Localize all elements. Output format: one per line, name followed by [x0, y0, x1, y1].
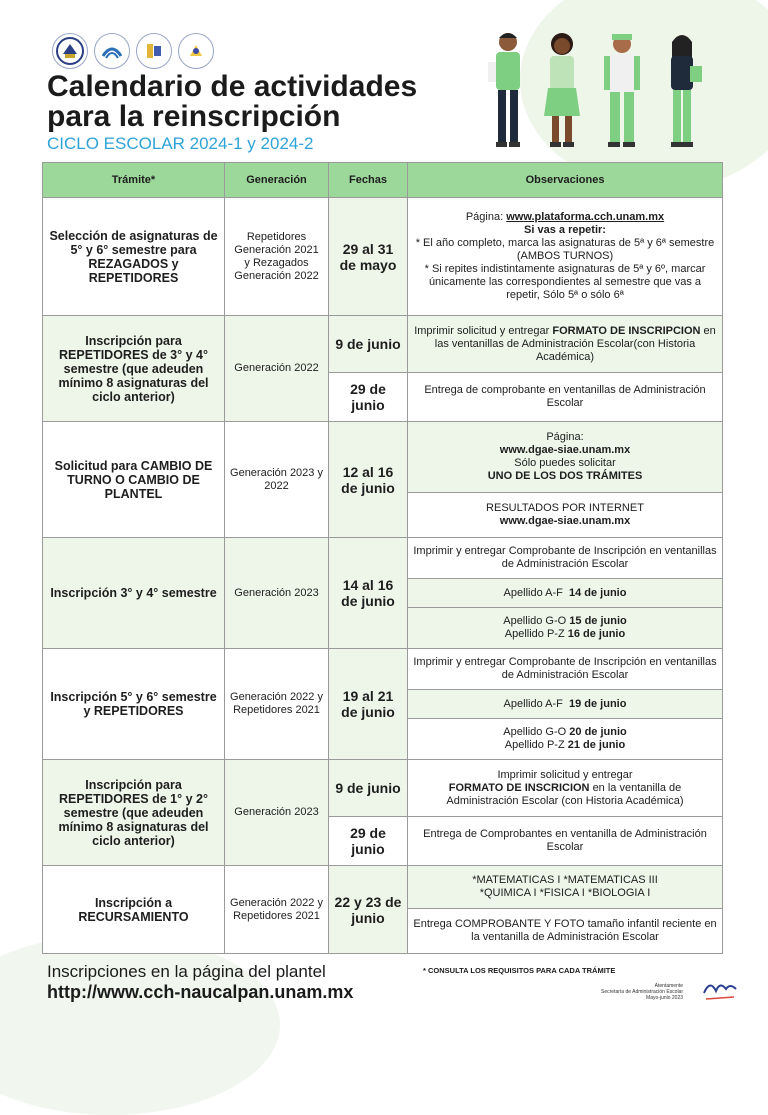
- table-row: [43, 649, 723, 690]
- tramite-cell: Inscripción a RECURSAMIENTO: [43, 866, 225, 954]
- fechas-cell: 22 y 23 de junio: [329, 866, 408, 954]
- obs-date: 16 de junio: [567, 628, 626, 640]
- generacion-cell: Generación 2022 y Repetidores 2021: [225, 649, 329, 760]
- obs-label: Página:: [465, 211, 504, 223]
- obs-bold: FORMATO DE INSCRIPCION: [552, 324, 701, 337]
- table-row: [43, 760, 723, 817]
- obs-date: 19 de junio: [568, 697, 627, 710]
- institution-logos: [52, 33, 214, 69]
- observaciones-cell: Entrega de Comprobantes en ventanilla de Administración Escolar: [408, 817, 723, 866]
- footer-text: Inscripciones en la página del plantel: [47, 962, 326, 981]
- header-observaciones: Observaciones: [408, 163, 723, 198]
- observaciones-cell: [408, 579, 723, 608]
- observaciones-cell: [408, 422, 723, 493]
- obs-text: Sólo puedes solicitar: [514, 457, 616, 469]
- generacion-cell: [225, 198, 329, 316]
- generacion-cell: Generación 2023: [225, 760, 329, 866]
- observaciones-cell: [408, 608, 723, 649]
- requirements-note: * CONSULTA LOS REQUISITOS PARA CADA TRÁMITE: [423, 966, 616, 975]
- cch-footer-logo-icon: [700, 975, 740, 1005]
- students-illustration: [470, 28, 720, 158]
- obs-text: en las ventanillas de Administración Escolar(con Historia Académica): [434, 324, 716, 363]
- table-row: [43, 198, 723, 316]
- generacion-text: Repetidores Generación 2021: [234, 230, 319, 256]
- obs-date: 15 de junio: [569, 615, 627, 627]
- obs-bold: UNO DE LOS DOS TRÁMITES: [487, 470, 643, 482]
- title-line-1: Calendario de actividades: [47, 70, 418, 103]
- tramite-cell: Inscripción 5° y 6° semestre y REPETIDORES: [43, 649, 225, 760]
- obs-bold: FORMATO DE INSCRICION: [448, 781, 590, 794]
- obs-text: Apellido G-O: [503, 615, 567, 627]
- fechas-cell: 9 de junio: [329, 316, 408, 373]
- tramite-cell: Inscripción 3° y 4° semestre: [43, 538, 225, 649]
- dgae-link[interactable]: www.dgae-siae.unam.mx: [499, 444, 631, 456]
- observaciones-cell: [408, 719, 723, 760]
- obs-text: * Si repites indistintamente asignaturas de 5ª y 6º, marcar únicamente las correspondientes al semestre que vas a repetir, Sólo 5ª o sólo 6ª: [424, 263, 706, 301]
- generacion-cell: Generación 2022 y Repetidores 2021: [225, 866, 329, 954]
- naucalpan-logo-icon: [136, 33, 172, 69]
- obs-text: Imprimir solicitud y entregar: [414, 324, 550, 337]
- signature-block: [583, 983, 683, 1001]
- signature-line: Secretaría de Administración Escolar: [601, 989, 683, 995]
- tramite-cell: Solicitud para CAMBIO DE TURNO O CAMBIO DE PLANTEL: [43, 422, 225, 538]
- observaciones-cell: [408, 493, 723, 538]
- observaciones-cell: [408, 760, 723, 817]
- header-tramite: Trámite*: [43, 163, 225, 198]
- page-title: [47, 72, 417, 132]
- obs-text: *QUIMICA I *FISICA I *BIOLOGIA I: [479, 887, 651, 899]
- table-row: [43, 538, 723, 579]
- fechas-cell: 12 al 16 de junio: [329, 422, 408, 538]
- table-row: [43, 316, 723, 373]
- observaciones-cell: [408, 316, 723, 373]
- obs-date: 14 de junio: [568, 586, 627, 599]
- obs-text: RESULTADOS POR INTERNET: [486, 502, 644, 514]
- student-4-figure: [671, 35, 702, 147]
- obs-text: Apellido P-Z: [504, 628, 565, 640]
- fechas-cell: 29 de junio: [329, 373, 408, 422]
- obs-text: Apellido G-O: [503, 726, 567, 738]
- obs-text: Imprimir solicitud y entregar: [497, 768, 633, 781]
- observaciones-cell: Imprimir y entregar Comprobante de Inscripción en ventanillas de Administración Escolar: [408, 538, 723, 579]
- student-3-figure: [604, 34, 640, 147]
- generacion-cell: Generación 2023: [225, 538, 329, 649]
- signature-line: Atentamente: [654, 983, 683, 989]
- table-row: [43, 866, 723, 909]
- observaciones-cell: Imprimir y entregar Comprobante de Inscripción en ventanillas de Administración Escolar: [408, 649, 723, 690]
- fechas-cell: 14 al 16 de junio: [329, 538, 408, 649]
- cch-logo-icon: [94, 33, 130, 69]
- observaciones-cell: [408, 198, 723, 316]
- fechas-cell: 19 al 21 de junio: [329, 649, 408, 760]
- obs-date: 21 de junio: [567, 739, 626, 751]
- obs-date: 20 de junio: [569, 726, 627, 738]
- observaciones-cell: Entrega COMPROBANTE Y FOTO tamaño infantil reciente en la ventanilla de Administración Escolar: [408, 909, 723, 954]
- tramite-cell: Selección de asignaturas de 5° y 6° semestre para REZAGADOS y REPETIDORES: [43, 198, 225, 316]
- generacion-cell: Generación 2022: [225, 316, 329, 422]
- obs-text: *MATEMATICAS I *MATEMATICAS III: [472, 874, 658, 886]
- fechas-cell: 9 de junio: [329, 760, 408, 817]
- observaciones-cell: Entrega de comprobante en ventanillas de Administración Escolar: [408, 373, 723, 422]
- plataforma-link[interactable]: www.plataforma.cch.unam.mx: [506, 211, 665, 223]
- signature-line: Mayo-junio 2023: [646, 995, 683, 1001]
- obs-text: Apellido P-Z: [504, 739, 565, 751]
- table-header-row: [43, 163, 723, 198]
- footer-url-link[interactable]: http://www.cch-naucalpan.unam.mx: [47, 982, 354, 1002]
- observaciones-cell: [408, 690, 723, 719]
- header-fechas: Fechas: [329, 163, 408, 198]
- activities-table: [42, 162, 723, 954]
- obs-label: Página:: [546, 431, 584, 443]
- obs-text: en la ventanilla de Administración Escolar (con Historia Académica): [446, 781, 684, 807]
- obs-text: Apellido A-F: [503, 586, 563, 599]
- admin-escolar-logo-icon: [178, 33, 214, 69]
- obs-text: Apellido A-F: [503, 697, 563, 710]
- header-generacion: Generación: [225, 163, 329, 198]
- tramite-cell: Inscripción para REPETIDORES de 3° y 4° semestre (que adeuden mínimo 8 asignaturas del ciclo anterior): [43, 316, 225, 422]
- obs-heading: Si vas a repetir:: [524, 224, 606, 236]
- table-row: [43, 422, 723, 493]
- fechas-cell: 29 al 31 de mayo: [329, 198, 408, 316]
- observaciones-cell: [408, 866, 723, 909]
- dgae-link[interactable]: www.dgae-siae.unam.mx: [499, 515, 631, 527]
- student-1-figure: [488, 33, 520, 147]
- student-2-figure: [544, 33, 580, 147]
- generacion-cell: Generación 2023 y 2022: [225, 422, 329, 538]
- obs-text: * El año completo, marca las asignaturas de 5ª y 6ª semestre (AMBOS TURNOS): [415, 237, 715, 262]
- tramite-cell: Inscripción para REPETIDORES de 1° y 2° semestre (que adeuden mínimo 8 asignaturas del ciclo anterior): [43, 760, 225, 866]
- fechas-cell: 29 de junio: [329, 817, 408, 866]
- unam-seal-icon: [52, 33, 88, 69]
- page-subtitle: CICLO ESCOLAR 2024-1 y 2024-2: [47, 134, 314, 153]
- title-line-2: para la reinscripción: [47, 100, 341, 133]
- generacion-text: y Rezagados Generación 2022: [234, 256, 319, 282]
